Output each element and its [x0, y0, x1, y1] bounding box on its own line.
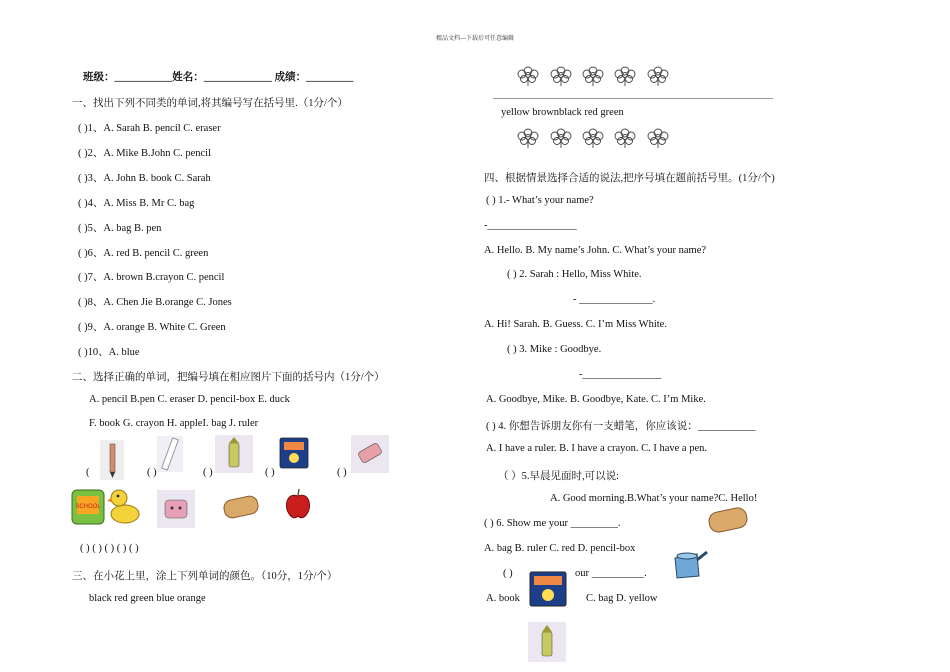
- pencil-box-icon: [705, 502, 751, 538]
- pic-paren-2[interactable]: ( ): [147, 467, 157, 478]
- header-note: 精品文档---下载后可任意编辑: [436, 36, 514, 42]
- section4-title: 四、根据情景选择合适的说法,把序号填在题前括号里。(1分/个): [484, 173, 775, 184]
- pic-paren-1[interactable]: (: [86, 467, 90, 478]
- pic-paren-5[interactable]: ( ): [337, 467, 347, 478]
- kettle-icon: [667, 544, 709, 584]
- flower-icon[interactable]: [612, 128, 638, 148]
- book-icon: [528, 570, 568, 608]
- flower-icon[interactable]: [580, 66, 606, 86]
- section2-options-2: F. book G. crayon H. appleI. bag J. ruler: [89, 418, 259, 429]
- list-item: ( )3、A. John B. book C. Sarah: [78, 173, 211, 184]
- score-blank[interactable]: _________: [306, 72, 354, 83]
- question-1: ( ) 1.- What’s your name?: [486, 195, 594, 206]
- class-label: 班级：: [83, 72, 115, 83]
- pic-paren-3[interactable]: ( ): [203, 467, 213, 478]
- question-3-blank[interactable]: -_______________: [579, 369, 662, 380]
- flower-icon[interactable]: [645, 128, 671, 148]
- duck-icon: [107, 484, 141, 526]
- flower-icon[interactable]: [548, 66, 574, 86]
- name-label: 姓名：: [172, 72, 204, 83]
- question-4-options: A. I have a ruler. B. I have a crayon. C. I have a pen.: [486, 443, 707, 454]
- question-1-options: A. Hello. B. My name’s John. C. What’s your name?: [484, 245, 707, 256]
- question-7: our __________.: [575, 568, 647, 579]
- apple-icon: [282, 486, 314, 522]
- question-6-options: A. bag B. ruler C. red D. pencil-box: [484, 543, 636, 554]
- score-label: 成绩：: [274, 72, 307, 83]
- question-7-options: C. bag D. yellow: [586, 593, 658, 604]
- divider: [493, 98, 773, 99]
- list-item: ( )8、A. Chen Jie B.orange C. Jones: [78, 297, 232, 308]
- question-6: ( ) 6. Show me your _________.: [484, 518, 621, 529]
- question-1-blank[interactable]: -_________________: [484, 220, 577, 231]
- student-info-line: [83, 69, 353, 84]
- list-item: ( )7、A. brown B.crayon C. pencil: [78, 272, 225, 283]
- pic-paren-4[interactable]: ( ): [265, 467, 275, 478]
- question-3: ( ) 3. Mike : Goodbye.: [507, 344, 602, 355]
- flower-icon[interactable]: [612, 66, 638, 86]
- question-3-options: A. Goodbye, Mike. B. Goodbye, Kate. C. I’m Mike.: [486, 394, 706, 405]
- pencil-icon: [100, 440, 124, 480]
- flower-icon[interactable]: [548, 128, 574, 148]
- section1-title: 一、找出下列不同类的单词,将其编号写在括号里.（1分/个）: [72, 98, 348, 109]
- list-item: ( )4、A. Miss B. Mr C. bag: [78, 198, 195, 209]
- section3-words: black red green blue orange: [89, 593, 206, 604]
- list-item: ( )2、A. Mike B.John C. pencil: [78, 148, 211, 159]
- class-blank[interactable]: ___________: [114, 72, 173, 83]
- list-item: ( )6、A. red B. pencil C. green: [78, 248, 209, 259]
- crayon-icon: [215, 435, 253, 473]
- flower-icon[interactable]: [515, 66, 541, 86]
- list-item: ( )1、A. Sarah B. pencil C. eraser: [78, 123, 221, 134]
- question-7-paren[interactable]: ( ): [503, 568, 513, 579]
- section2-title: 二、选择正确的单词，把编号填在相应图片下面的括号内（1分/个）: [72, 372, 385, 383]
- name-blank[interactable]: _____________: [203, 72, 272, 83]
- pencil-box-icon: [220, 492, 262, 522]
- eraser-icon: [351, 435, 389, 473]
- ruler-icon: [157, 436, 183, 472]
- section2-options-1: A. pencil B.pen C. eraser D. pencil-box E. duck: [89, 394, 290, 405]
- question-4: ( ) 4. 你想告诉朋友你有一支蜡笔，你应该说：___________: [486, 421, 756, 432]
- list-item: ( )5、A. bag B. pen: [78, 223, 162, 234]
- flower-icon[interactable]: [580, 128, 606, 148]
- book-icon: [278, 436, 310, 470]
- schoolbag-icon: [69, 484, 107, 526]
- flower-icon[interactable]: [515, 128, 541, 148]
- pic-parens-row2[interactable]: ( ) ( ) ( ) ( ) ( ): [80, 543, 139, 554]
- flower-icon[interactable]: [645, 66, 671, 86]
- list-item: ( )10、A. blue: [78, 347, 140, 358]
- list-item: ( )9、A. orange B. White C. Green: [78, 322, 226, 333]
- svg-text:SCHOOL: SCHOOL: [75, 504, 101, 510]
- question-5: （ ）5.早晨见面时,可以说:: [498, 471, 620, 482]
- section3-title: 三、在小花上里，涂上下列单词的颜色。（10分，1分/个）: [72, 571, 338, 582]
- question-2-blank[interactable]: - ______________.: [573, 294, 656, 305]
- colors-line: yellow brownblack red green: [501, 107, 624, 118]
- eraser-icon: [157, 490, 195, 528]
- crayon-icon: [528, 622, 566, 662]
- question-2: ( ) 2. Sarah : Hello, Miss White.: [507, 269, 642, 280]
- question-2-options: A. Hi! Sarah. B. Guess. C. I’m Miss White.: [484, 319, 667, 330]
- question-7-option-a: A. book: [486, 593, 520, 604]
- question-5-options: A. Good morning.B.What’s your name?C. Hello!: [550, 493, 758, 504]
